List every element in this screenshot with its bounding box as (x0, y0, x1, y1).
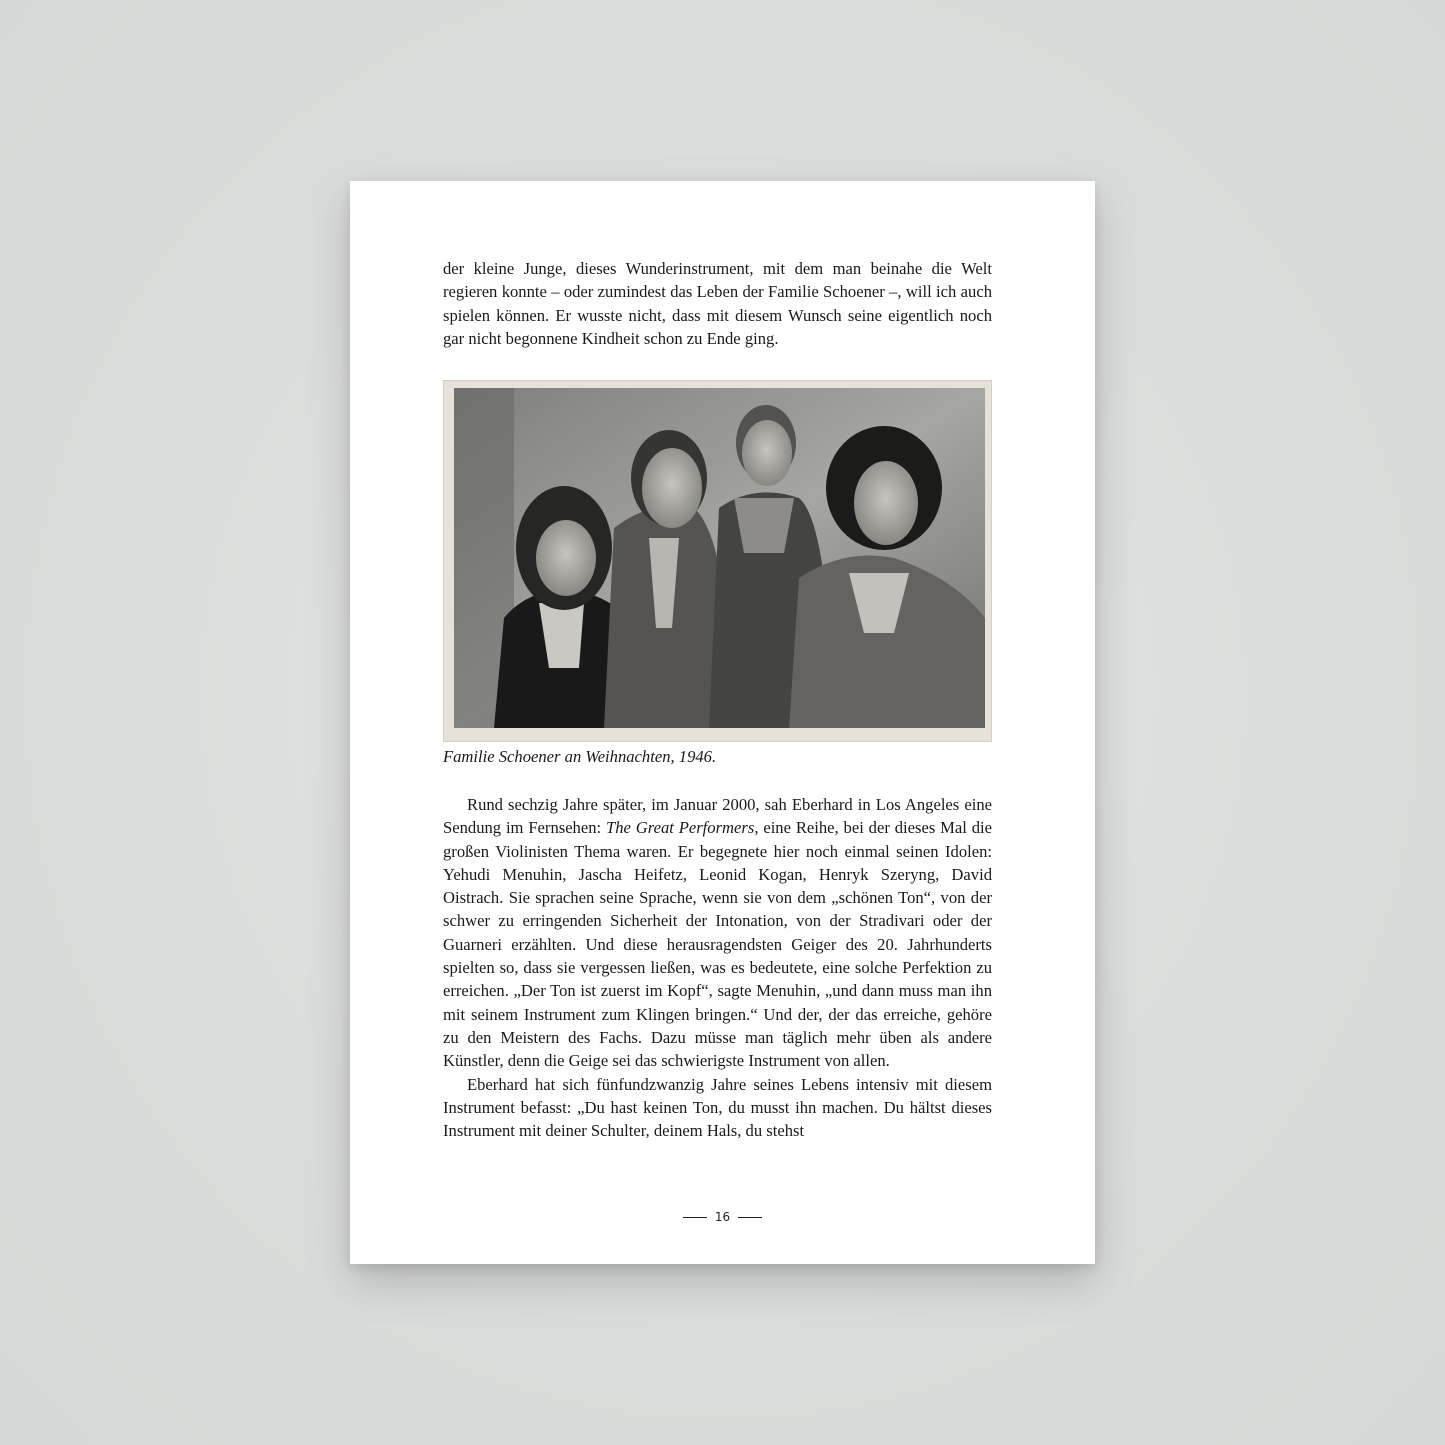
paragraph-2 (443, 793, 992, 1073)
page-number-rule-left (683, 1217, 707, 1218)
family-photo-image (454, 388, 985, 728)
paragraph-top (443, 257, 992, 350)
paragraph-2-rest: , eine Reihe, bei der dieses Mal die großen Violinisten Thema waren. Er begegnete hier noch einmal seinen Idolen: Yehudi Menuhin, Jascha Heifetz, Leonid Kogan, Henryk Szeryng, David Oistrach. Sie sprachen seine Sprache, wenn sie von dem „schönen Ton“, von der schwer zu erringenden Sicherheit der Intonation, von der Stradivari oder der Guarneri erzählten. Und diese herausragendsten Geiger des 20. Jahrhunderts spielten so, dass sie vergessen ließen, was es bedeutete, eine solche Perfektion zu erreichen. „Der Ton ist zuerst im Kopf“, sagte Menuhin, „und dann muss man ihn mit seinem Instrument zum Klingen bringen.“ Und der, der das erreiche, gehöre zu den Meistern des Fachs. Dazu müsse man täglich mehr üben als andere Künstler, denn die Geige sei das schwierigste Instrument von allen. (443, 818, 993, 1071)
photo-caption: Familie Schoener an Weihnachten, 1946. (443, 747, 717, 766)
tv-show-title: The Great Performers (606, 818, 755, 838)
page-number-text: 16 (714, 1210, 731, 1224)
paragraph-2-start: Rund sechzig Jahre später, im Januar 2000, sah Eberhard in Los Angeles eine Sendung im Fernsehen: (443, 795, 992, 838)
page-number (350, 1210, 1095, 1224)
paragraph-top-text: der kleine Junge, dieses Wunderinstrument, mit dem man beinahe die Welt regieren konnte – oder zumindest das Leben der Familie Schoener –, will ich auch spielen können. Er wusste nicht, dass mit diesem Wunsch seine eigentlich noch gar nicht begonnene Kindheit schon zu Ende ging. (443, 259, 992, 348)
family-photo-frame (443, 380, 992, 742)
paragraph-3: Eberhard hat sich fünfundzwanzig Jahre seines Lebens intensiv mit diesem Instrument befasst: „Du hast keinen Ton, du musst ihn machen. Du hältst dieses Instrument mit deiner Schulter, deinem Hals, du stehst (443, 1074, 992, 1141)
body-text (443, 793, 992, 1142)
family-photo (454, 388, 985, 728)
page-number-rule-right (738, 1217, 762, 1218)
book-page (350, 181, 1095, 1264)
